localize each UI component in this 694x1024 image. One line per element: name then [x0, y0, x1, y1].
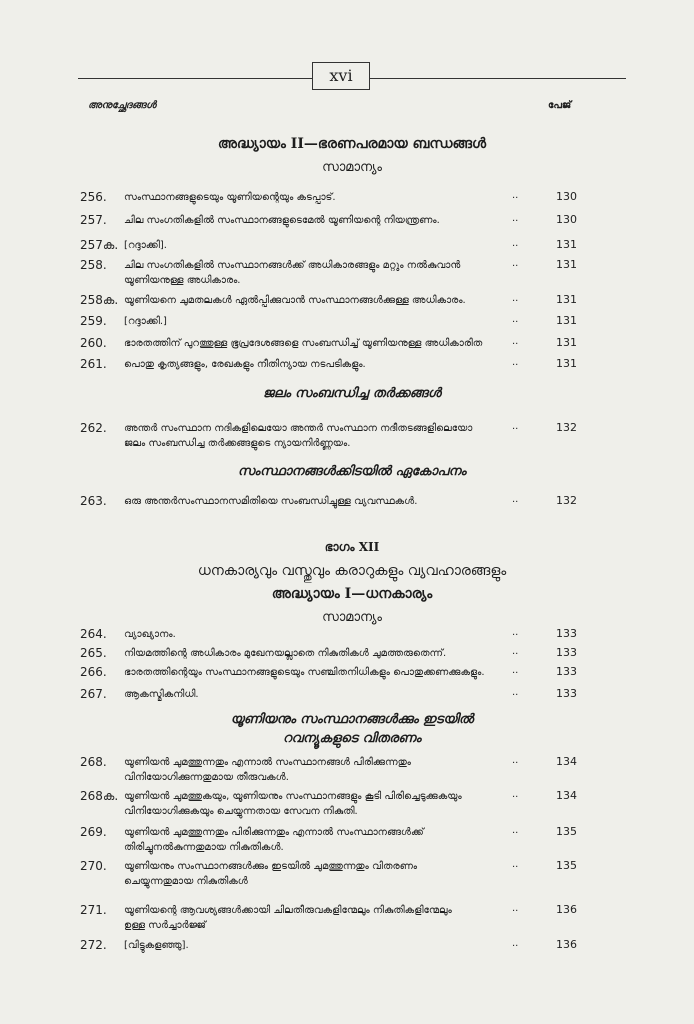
article-number: 265. — [80, 646, 107, 660]
part-12-heading: ഭാഗം XII — [324, 540, 380, 554]
article-title — [124, 825, 509, 855]
article-title — [124, 213, 509, 228]
general-subheading-2: സാമാന്യം — [322, 610, 382, 625]
article-number: 258. — [80, 258, 107, 272]
page-number: xvi — [312, 62, 370, 90]
leader-dots: .. — [512, 903, 519, 914]
article-title-line: ചെയ്യുന്നതുമായ നികുതികൾ — [124, 876, 248, 887]
article-title — [124, 258, 509, 288]
leader-dots: .. — [512, 336, 519, 347]
column-label-page: പേജ് — [548, 100, 572, 111]
article-title-line: സംസ്ഥാനങ്ങളുടെയും യൂണിയന്റെയും കടപ്പാട്. — [124, 192, 336, 203]
article-title-line: അന്തർ സംസ്ഥാന നദികളിലെയോ അന്തർ സംസ്ഥാന നദീതടങ്ങളിലെയോ — [124, 423, 473, 434]
water-disputes-heading: ജലം സംബന്ധിച്ച തർക്കങ്ങൾ — [263, 386, 441, 401]
page-reference: 136 — [556, 938, 577, 951]
article-title-line: വിനിയോഗിക്കുകയും ചെയ്യുന്നതായ സേവന നികുതി. — [124, 806, 358, 817]
page-reference: 135 — [556, 859, 577, 872]
article-title — [124, 755, 509, 785]
article-title — [124, 238, 509, 253]
leader-dots: .. — [512, 665, 519, 676]
article-number: 271. — [80, 903, 107, 917]
leader-dots: .. — [512, 421, 519, 432]
article-title-line: നിയമത്തിന്റെ അധികാരം മുഖേനയല്ലാതെ നികുതികൾ ചുമത്തരുതെന്ന്. — [124, 648, 447, 659]
page-reference: 131 — [556, 314, 577, 327]
article-number: 259. — [80, 314, 107, 328]
page-reference: 131 — [556, 293, 577, 306]
article-number: 268ക. — [80, 789, 119, 803]
article-number: 258ക. — [80, 293, 119, 307]
article-number: 262. — [80, 421, 107, 435]
leader-dots: .. — [512, 494, 519, 505]
page-reference: 131 — [556, 258, 577, 271]
article-title-line: ഭാരതത്തിന്റെയും സംസ്ഥാനങ്ങളുടെയും സഞ്ചിതനിധികളും പൊതുക്കണക്കുകളും. — [124, 667, 485, 678]
leader-dots: .. — [512, 357, 519, 368]
leader-dots: .. — [512, 859, 519, 870]
article-title-line: വ്യാഖ്യാനം. — [124, 629, 176, 640]
article-number: 264. — [80, 627, 107, 641]
article-title-line: പൊതു കൃത്യങ്ങളും, രേഖകളും നീതിന്യായ നടപടികളും. — [124, 359, 366, 370]
article-title-line: [റദ്ദാക്കി.] — [124, 316, 167, 327]
article-title-line: യൂണിയൻ ചുമത്തുന്നതും പിരിക്കുന്നതും എന്നാൽ സംസ്ഥാനങ്ങൾക്ക് — [124, 827, 424, 838]
article-title-line: ഒരു അന്തർസംസ്ഥാനസമിതിയെ സംബന്ധിച്ചുള്ള വ്യവസ്ഥകൾ. — [124, 496, 418, 507]
article-title-line: ഉള്ള സർച്ചാർജ്ജ് — [124, 920, 206, 931]
article-title — [124, 687, 509, 702]
leader-dots: .. — [512, 789, 519, 800]
page-reference: 132 — [556, 421, 577, 434]
coordination-heading: സംസ്ഥാനങ്ങൾക്കിടയിൽ ഏകോപനം — [237, 464, 467, 479]
page-reference: 133 — [556, 687, 577, 700]
article-title-line: [വിട്ടുകളഞ്ഞു]. — [124, 940, 189, 951]
article-number: 260. — [80, 336, 107, 350]
page-reference: 135 — [556, 825, 577, 838]
article-number: 272. — [80, 938, 107, 952]
article-title-line: വിനിയോഗിക്കുന്നതുമായ തീരുവകൾ. — [124, 772, 289, 783]
leader-dots: .. — [512, 687, 519, 698]
article-title-line: ജലം സംബന്ധിച്ച തർക്കങ്ങളുടെ ന്യായനിർണ്ണയം. — [124, 438, 351, 449]
leader-dots: .. — [512, 314, 519, 325]
page-reference: 131 — [556, 336, 577, 349]
general-subheading: സാമാന്യം — [322, 160, 382, 175]
page-reference: 133 — [556, 665, 577, 678]
article-number: 257ക. — [80, 238, 119, 252]
article-title — [124, 357, 509, 372]
part-12-title: ധനകാര്യവും വസ്തുവും കരാറുകളും വ്യവഹാരങ്ങളും — [197, 563, 507, 579]
article-title-line: ചില സംഗതികളിൽ സംസ്ഥാനങ്ങൾക്ക് അധികാരങ്ങളും മറ്റും നൽകുവാൻ — [124, 260, 461, 271]
article-title — [124, 938, 509, 953]
article-title-line: ആകസ്മികനിധി. — [124, 689, 199, 700]
leader-dots: .. — [512, 258, 519, 269]
page-reference: 134 — [556, 789, 577, 802]
article-number: 270. — [80, 859, 107, 873]
distribution-heading-line1: യൂണിയനും സംസ്ഥാനങ്ങൾക്കും ഇടയിൽ — [230, 712, 474, 727]
article-number: 269. — [80, 825, 107, 839]
page-reference: 130 — [556, 213, 577, 226]
article-number: 263. — [80, 494, 107, 508]
distribution-heading-line2: റവന്യൂകളുടെ വിതരണം — [282, 731, 422, 746]
article-title — [124, 627, 509, 642]
article-title-line: യൂണിയനും സംസ്ഥാനങ്ങൾക്കും ഇടയിൽ ചുമത്തുന്നതും വിതരണം — [124, 861, 418, 872]
article-title — [124, 336, 509, 351]
article-title-line: യൂണിയൻ ചുമത്തുകയും, യൂണിയനും സംസ്ഥാനങ്ങളും കൂടി പിരിച്ചെടുക്കുകയും — [124, 791, 462, 802]
article-title-line: ചില സംഗതികളിൽ സംസ്ഥാനങ്ങളുടെമേൽ യൂണിയന്റെ നിയന്ത്രണം. — [124, 215, 440, 226]
article-title — [124, 421, 509, 451]
article-title — [124, 859, 509, 889]
article-title-line: യൂണിയനുള്ള അധികാരം. — [124, 275, 241, 286]
page-reference: 131 — [556, 357, 577, 370]
article-title — [124, 665, 509, 680]
article-number: 256. — [80, 190, 107, 204]
leader-dots: .. — [512, 938, 519, 949]
article-title — [124, 314, 509, 329]
leader-dots: .. — [512, 190, 519, 201]
article-title-line: [റദ്ദാക്കി]. — [124, 240, 167, 251]
article-number: 268. — [80, 755, 107, 769]
page-reference: 136 — [556, 903, 577, 916]
page-reference: 133 — [556, 627, 577, 640]
page-reference: 134 — [556, 755, 577, 768]
article-title — [124, 903, 509, 933]
page-reference: 130 — [556, 190, 577, 203]
article-title-line: യൂണിയൻ ചുമത്തുന്നതും എന്നാൽ സംസ്ഥാനങ്ങൾ പിരിക്കുന്നതും — [124, 757, 411, 768]
article-title-line: തിരിച്ചുനൽകുന്നതുമായ നികുതികൾ. — [124, 842, 284, 853]
leader-dots: .. — [512, 238, 519, 249]
column-label-articles: അനുച്ഛേദങ്ങൾ — [88, 100, 157, 111]
leader-dots: .. — [512, 627, 519, 638]
article-title — [124, 646, 509, 661]
page-reference: 131 — [556, 238, 577, 251]
article-number: 267. — [80, 687, 107, 701]
article-number: 261. — [80, 357, 107, 371]
chapter-2-heading: അദ്ധ്യായം II—ഭരണപരമായ ബന്ധങ്ങൾ — [217, 136, 487, 152]
article-title — [124, 190, 509, 205]
leader-dots: .. — [512, 646, 519, 657]
article-number: 266. — [80, 665, 107, 679]
article-title — [124, 494, 509, 509]
article-number: 257. — [80, 213, 107, 227]
leader-dots: .. — [512, 825, 519, 836]
page-reference: 132 — [556, 494, 577, 507]
article-title — [124, 789, 509, 819]
article-title-line: ഭാരതത്തിന് പുറത്തുള്ള ഭൂപ്രദേശങ്ങളെ സംബന്ധിച്ച് യൂണിയനുള്ള അധികാരിത — [124, 338, 483, 349]
page-reference: 133 — [556, 646, 577, 659]
article-title-line: യൂണിയന്റെ ആവശ്യങ്ങൾക്കായി ചിലതീരുവകളിന്മേലും നികുതികളിന്മേലും — [124, 905, 452, 916]
article-title-line: യൂണിയനെ ചുമതലകൾ ഏൽപ്പിക്കുവാൻ സംസ്ഥാനങ്ങൾക്കുള്ള അധികാരം. — [124, 295, 466, 306]
chapter-1-heading: അദ്ധ്യായം I—ധനകാര്യം — [271, 586, 433, 602]
leader-dots: .. — [512, 213, 519, 224]
article-title — [124, 293, 509, 308]
leader-dots: .. — [512, 755, 519, 766]
leader-dots: .. — [512, 293, 519, 304]
